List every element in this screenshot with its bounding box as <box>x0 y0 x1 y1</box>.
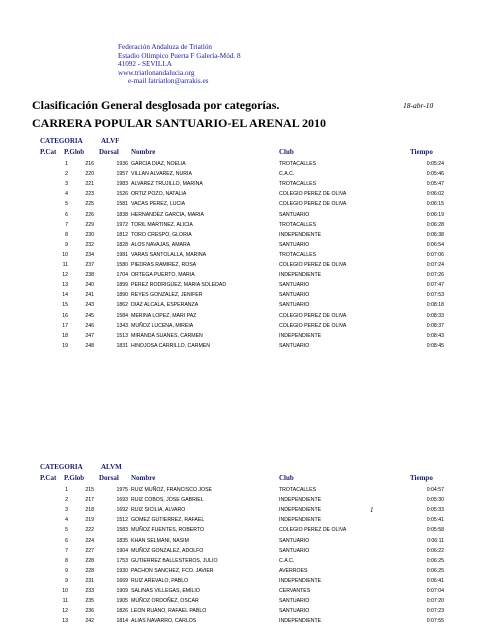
cell-dorsal: 1862 <box>116 302 128 309</box>
federation-address: Estadio Olímpico Puerta F Galería-Mód. 8 <box>118 51 241 60</box>
cell-pcat: 6 <box>65 211 68 218</box>
cell-pglob: 219 <box>85 517 94 524</box>
table-row <box>0 189 495 199</box>
cell-nombre: RUIZ SICILIA, ALVARO <box>131 507 186 514</box>
cell-tiempo: 0:08:37 <box>426 322 444 329</box>
table-row <box>0 505 495 515</box>
cell-dorsal: 1905 <box>116 598 128 605</box>
cell-tiempo: 0:07:23 <box>426 608 444 615</box>
cell-tiempo: 0:07:20 <box>426 598 444 605</box>
column-header-pcat: P.Cat <box>40 148 57 156</box>
cell-pcat: 10 <box>62 588 68 594</box>
cell-dorsal: 1835 <box>116 537 128 544</box>
cell-club: AVERROES <box>279 567 308 574</box>
cell-dorsal: 1581 <box>116 201 128 208</box>
cell-club: TROTACALLES <box>279 251 317 258</box>
cell-pcat: 7 <box>65 221 68 228</box>
column-header-tiempo: Tiempo <box>410 474 433 482</box>
category-heading <box>40 137 120 145</box>
cell-nombre: TORO CRESPO, GLORIA <box>131 231 192 238</box>
table-row <box>0 220 495 230</box>
cell-pcat: 5 <box>65 201 68 208</box>
cell-nombre: MIRANDA SUANES, CARMEN <box>131 332 203 339</box>
cell-dorsal: 1704 <box>116 272 128 279</box>
cell-club: SANTUARIO <box>279 342 310 349</box>
table-row <box>0 260 495 270</box>
category-code: ALVM <box>101 463 122 471</box>
cell-club: INDEPENDIENTE <box>279 517 322 524</box>
cell-tiempo: 0:08:45 <box>426 342 444 349</box>
category-label: CATEGORIA <box>40 463 83 471</box>
cell-pglob: 216 <box>85 161 94 167</box>
cell-pglob: 215 <box>85 487 94 493</box>
cell-club: COLEGIO PEREZ DE OLIVA <box>279 527 347 534</box>
cell-nombre: KHAN SELMANI, NASIM <box>131 537 189 544</box>
cell-pglob: 248 <box>85 342 94 349</box>
cell-pcat: 4 <box>65 191 68 198</box>
cell-tiempo: 0:05:30 <box>426 497 444 504</box>
table-row <box>0 270 495 280</box>
cell-pglob: 245 <box>85 312 94 319</box>
column-header-nombre: Nombre <box>131 148 156 156</box>
cell-dorsal: 1904 <box>116 547 128 554</box>
table-row <box>0 179 495 189</box>
cell-nombre: MUÑOZ ORDOÑEZ, OSCAR <box>131 598 199 605</box>
cell-dorsal: 1580 <box>116 262 128 268</box>
cell-nombre: ALIAS NAVARRO, CARLOS <box>131 618 197 625</box>
table-row <box>0 566 495 576</box>
cell-pcat: 3 <box>65 507 68 514</box>
column-header-pglob: P.Glob <box>64 474 85 482</box>
cell-pglob: 237 <box>85 262 94 268</box>
cell-tiempo: 0:06:54 <box>426 241 444 248</box>
column-header-dorsal: Dorsal <box>99 148 119 156</box>
cell-tiempo: 0:06:19 <box>426 211 444 218</box>
cell-nombre: TORIL MARTINEZ, ALICIA <box>131 221 193 228</box>
cell-pglob: 218 <box>85 507 94 514</box>
cell-nombre: ORTIZ POZO, NATALIA <box>131 191 187 198</box>
cell-nombre: DIAZ ALCALA, ESPERANZA <box>131 302 199 309</box>
cell-dorsal: 1972 <box>116 221 128 228</box>
cell-nombre: GUTIERREZ BALLESTEROS, JULIO <box>131 557 218 564</box>
cell-tiempo: 0:06:25 <box>426 567 444 574</box>
cell-pglob: 238 <box>85 272 94 279</box>
cell-club: INDEPENDIENTE <box>279 231 322 238</box>
cell-pcat: 19 <box>62 342 68 349</box>
cell-club: SANTUARIO <box>279 241 310 248</box>
category-label: CATEGORIA <box>40 137 83 145</box>
cell-club: TROTACALLES <box>279 487 317 493</box>
cell-dorsal: 1936 <box>116 161 128 167</box>
cell-nombre: RUIZ AREVALO, PABLO <box>131 577 189 584</box>
cell-pcat: 10 <box>62 251 68 258</box>
cell-nombre: GARCIA DIAZ, NOELIA <box>131 161 186 167</box>
column-header-club: Club <box>279 474 294 482</box>
cell-pglob: 223 <box>85 191 94 198</box>
cell-dorsal: 1584 <box>116 312 128 319</box>
table-row <box>0 596 495 606</box>
cell-dorsal: 1512 <box>116 517 128 524</box>
cell-nombre: MERINA LOPEZ, MARI PAZ <box>131 312 197 319</box>
column-header-pcat: P.Cat <box>40 474 57 482</box>
cell-dorsal: 1814 <box>116 618 128 625</box>
cell-tiempo: 0:06:28 <box>426 221 444 228</box>
cell-club: C.A.C. <box>279 557 295 564</box>
cell-pcat: 13 <box>62 282 68 289</box>
table-row <box>0 331 495 341</box>
table-row <box>0 515 495 525</box>
cell-nombre: ORTEGA PUERTO, MARIA <box>131 272 195 279</box>
race-name: CARRERA POPULAR SANTUARIO-EL ARENAL 2010 <box>32 116 327 130</box>
column-header-dorsal: Dorsal <box>99 474 119 482</box>
cell-pglob: 227 <box>85 547 94 554</box>
cell-dorsal: 1899 <box>116 282 128 289</box>
cell-pcat: 13 <box>62 618 68 625</box>
cell-nombre: ALOS NAVAJAS, AMARA <box>131 241 191 248</box>
cell-pcat: 12 <box>62 272 68 279</box>
cell-pglob: 235 <box>85 598 94 605</box>
table-row <box>0 341 495 351</box>
cell-club: SANTUARIO <box>279 537 310 544</box>
cell-club: SANTUARIO <box>279 302 310 309</box>
cell-pglob: 247 <box>85 332 94 339</box>
table-row <box>0 576 495 586</box>
cell-dorsal: 1826 <box>116 608 128 615</box>
cell-nombre: SALINAS VILLEGAS, EMILIO <box>131 588 200 594</box>
federation-email: e-mail fatriatlon@arrakis.es <box>128 77 209 86</box>
cell-nombre: HINOJOSA CARRILLO, CARMEN <box>131 342 210 349</box>
cell-club: INDEPENDIENTE <box>279 618 322 625</box>
cell-dorsal: 1983 <box>116 181 128 188</box>
cell-tiempo: 0:06:11 <box>427 537 444 544</box>
cell-tiempo: 0:07:47 <box>426 282 444 289</box>
cell-club: TROTACALLES <box>279 181 317 188</box>
cell-tiempo: 0:05:47 <box>426 181 444 188</box>
table-row <box>0 485 495 495</box>
table-row <box>0 606 495 616</box>
cell-pcat: 11 <box>62 262 68 268</box>
column-header-pglob: P.Glob <box>64 148 85 156</box>
cell-tiempo: 0:05:24 <box>426 161 444 167</box>
table-row <box>0 536 495 546</box>
cell-pglob: 224 <box>85 537 94 544</box>
cell-pcat: 16 <box>62 312 68 319</box>
cell-tiempo: 0:05:58 <box>426 527 444 534</box>
cell-club: COLEGIO PEREZ DE OLIVA <box>279 322 347 329</box>
cell-pcat: 2 <box>65 497 68 504</box>
cell-club: TROTACALLES <box>279 161 317 167</box>
cell-nombre: VARAS SANTOLALLA, MARINA <box>131 251 207 258</box>
federation-website: www.triatlonandalucia.org <box>118 68 195 77</box>
cell-nombre: MUÑOZ GONZALEZ, ADOLFO <box>131 547 204 554</box>
federation-header <box>118 43 241 86</box>
cell-pglob: 246 <box>85 322 94 329</box>
cell-pcat: 15 <box>62 302 68 309</box>
cell-dorsal: 1890 <box>116 292 128 299</box>
cell-pglob: 236 <box>85 608 94 615</box>
cell-nombre: PACHON SANCHEZ, FCO. JAVIER <box>131 567 214 574</box>
cell-tiempo: 0:07:53 <box>426 292 444 299</box>
cell-tiempo: 0:04:57 <box>426 487 444 493</box>
cell-nombre: VILLAN ALVAREZ, NURIA <box>131 171 192 178</box>
cell-club: TROTACALLES <box>279 221 317 228</box>
column-header-club: Club <box>279 148 294 156</box>
table-row <box>0 546 495 556</box>
table-row <box>0 240 495 250</box>
page-number: 1 <box>370 506 374 514</box>
cell-pcat: 9 <box>65 577 68 584</box>
cell-pglob: 229 <box>85 221 94 228</box>
cell-pglob: 217 <box>85 497 94 504</box>
cell-dorsal: 1693 <box>116 497 128 504</box>
cell-dorsal: 1753 <box>116 557 128 564</box>
table-row <box>0 311 495 321</box>
cell-pglob: 221 <box>85 181 94 188</box>
cell-tiempo: 0:05:41 <box>426 517 444 524</box>
cell-pglob: 240 <box>85 282 94 289</box>
cell-pcat: 2 <box>65 171 68 178</box>
cell-pcat: 12 <box>62 608 68 615</box>
cell-pglob: 231 <box>85 577 94 584</box>
table-row <box>0 250 495 260</box>
cell-nombre: ALVAREZ TRUJILLO, MARINA <box>131 181 203 188</box>
table-row <box>0 495 495 505</box>
cell-dorsal: 1831 <box>116 342 128 349</box>
cell-nombre: RUIZ COBOS, JOSE GABRIEL <box>131 497 204 504</box>
cell-pglob: 243 <box>85 302 94 309</box>
cell-tiempo: 0:07:04 <box>426 588 444 594</box>
cell-pcat: 1 <box>65 161 68 167</box>
cell-club: INDEPENDIENTE <box>279 577 322 584</box>
cell-tiempo: 0:06:38 <box>426 231 444 238</box>
cell-pcat: 7 <box>65 547 68 554</box>
cell-club: INDEPENDIENTE <box>279 272 322 279</box>
cell-dorsal: 1957 <box>116 171 128 178</box>
cell-pcat: 8 <box>65 557 68 564</box>
cell-dorsal: 1828 <box>116 241 128 248</box>
table-row <box>0 300 495 310</box>
cell-nombre: REYES GONZALEZ, JENIFER <box>131 292 203 299</box>
cell-pglob: 228 <box>85 567 94 574</box>
cell-tiempo: 0:06:25 <box>426 557 444 564</box>
federation-name: Federación Andaluza de Triatlón <box>118 43 213 51</box>
cell-dorsal: 1343 <box>116 322 128 329</box>
cell-pcat: 8 <box>65 231 68 238</box>
table-row <box>0 321 495 331</box>
cell-tiempo: 0:07:24 <box>426 262 444 268</box>
cell-nombre: VACAS PEREZ, LUCIA <box>131 201 186 208</box>
cell-nombre: LEON RUANO, RAFAEL PABLO <box>131 608 207 615</box>
table-row <box>0 230 495 240</box>
cell-tiempo: 0:07:26 <box>426 272 444 279</box>
cell-pcat: 17 <box>62 322 68 329</box>
table-row <box>0 169 495 179</box>
cell-tiempo: 0:06:22 <box>426 547 444 554</box>
table-row <box>0 586 495 596</box>
category-code: ALVF <box>101 137 120 145</box>
cell-pglob: 241 <box>85 292 94 299</box>
cell-pglob: 225 <box>85 201 94 208</box>
cell-dorsal: 1975 <box>116 487 128 493</box>
cell-tiempo: 0:07:06 <box>426 251 444 258</box>
cell-dorsal: 1692 <box>116 507 128 514</box>
cell-dorsal: 1526 <box>116 191 128 198</box>
cell-pcat: 9 <box>65 567 68 574</box>
cell-pglob: 222 <box>85 527 94 534</box>
cell-nombre: GOMEZ GUTIERREZ, RAFAEL <box>131 517 205 524</box>
cell-pcat: 18 <box>62 332 68 339</box>
cell-pcat: 9 <box>65 241 68 248</box>
cell-club: COLEGIO PEREZ DE OLIVA <box>279 191 347 198</box>
cell-pcat: 4 <box>65 517 68 524</box>
cell-pcat: 5 <box>65 527 68 534</box>
category-heading <box>40 463 122 471</box>
cell-tiempo: 0:07:55 <box>426 618 444 625</box>
cell-club: C.A.C. <box>279 171 295 178</box>
cell-dorsal: 1838 <box>116 211 128 218</box>
cell-dorsal: 1812 <box>116 231 128 238</box>
cell-tiempo: 0:06:41 <box>426 577 444 584</box>
cell-club: SANTUARIO <box>279 282 310 289</box>
cell-club: SANTUARIO <box>279 547 310 554</box>
cell-pglob: 226 <box>85 211 94 218</box>
column-header-nombre: Nombre <box>131 474 156 482</box>
cell-nombre: MUÑOZ LUCENA, MIREIA <box>131 322 194 329</box>
table-row <box>0 159 495 169</box>
column-header-tiempo: Tiempo <box>410 148 433 156</box>
cell-dorsal: 1583 <box>116 527 128 534</box>
cell-pcat: 1 <box>65 487 68 493</box>
cell-pglob: 233 <box>85 588 94 594</box>
cell-nombre: PIEDRAS RAMIREZ, ROSA <box>131 262 197 268</box>
cell-pglob: 230 <box>85 231 94 238</box>
report-date: 18-abr-10 <box>403 101 434 110</box>
cell-pcat: 3 <box>65 181 68 188</box>
cell-dorsal: 1930 <box>116 567 128 574</box>
cell-tiempo: 0:08:33 <box>426 312 444 319</box>
cell-club: COLEGIO PEREZ DE OLIVA <box>279 312 347 319</box>
cell-nombre: HERNANDEZ GARCIA, MARIA <box>131 211 204 218</box>
cell-tiempo: 0:06:02 <box>426 191 444 198</box>
federation-city: 41092 - SEVILLA <box>118 60 172 69</box>
cell-tiempo: 0:06:15 <box>426 201 444 208</box>
cell-club: COLEGIO PEREZ DE OLIVA <box>279 201 347 208</box>
cell-pcat: 14 <box>62 292 68 299</box>
table-row <box>0 210 495 220</box>
cell-pglob: 220 <box>85 171 94 178</box>
cell-dorsal: 1909 <box>116 588 128 594</box>
page-title: Clasificación General desglosada por categorías. <box>32 98 280 112</box>
cell-pcat: 11 <box>62 598 68 605</box>
cell-club: SANTUARIO <box>279 608 310 615</box>
cell-pglob: 234 <box>85 251 94 258</box>
cell-club: INDEPENDIENTE <box>279 332 322 339</box>
cell-club: SANTUARIO <box>279 292 310 299</box>
table-row <box>0 290 495 300</box>
cell-pglob: 232 <box>85 241 94 248</box>
table-row <box>0 199 495 209</box>
cell-pcat: 6 <box>65 537 68 544</box>
cell-pglob: 242 <box>85 618 94 625</box>
cell-tiempo: 0:08:18 <box>426 302 444 309</box>
cell-nombre: RUIZ MUÑOZ, FRANCISCO JOSE <box>131 487 212 493</box>
table-row <box>0 616 495 626</box>
cell-club: INDEPENDIENTE <box>279 497 322 504</box>
cell-dorsal: 1513 <box>116 332 128 339</box>
cell-tiempo: 0:05:46 <box>426 171 444 178</box>
table-row <box>0 556 495 566</box>
cell-tiempo: 0:05:33 <box>426 507 444 514</box>
cell-club: CERVANTES <box>279 588 311 594</box>
cell-nombre: MUÑOZ FUENTES, ROBERTO <box>131 527 205 534</box>
cell-club: SANTUARIO <box>279 598 310 605</box>
table-row <box>0 525 495 535</box>
cell-club: INDEPENDIENTE <box>279 507 322 514</box>
cell-dorsal: 1669 <box>116 577 128 584</box>
cell-club: SANTUARIO <box>279 211 310 218</box>
cell-tiempo: 0:08:43 <box>426 332 444 339</box>
cell-dorsal: 1981 <box>116 251 128 258</box>
table-row <box>0 280 495 290</box>
cell-club: COLEGIO PEREZ DE OLIVA <box>279 262 347 268</box>
cell-pglob: 228 <box>85 557 94 564</box>
cell-nombre: PEREZ RODRIGUEZ, MARIA SOLEDAD <box>131 282 227 289</box>
